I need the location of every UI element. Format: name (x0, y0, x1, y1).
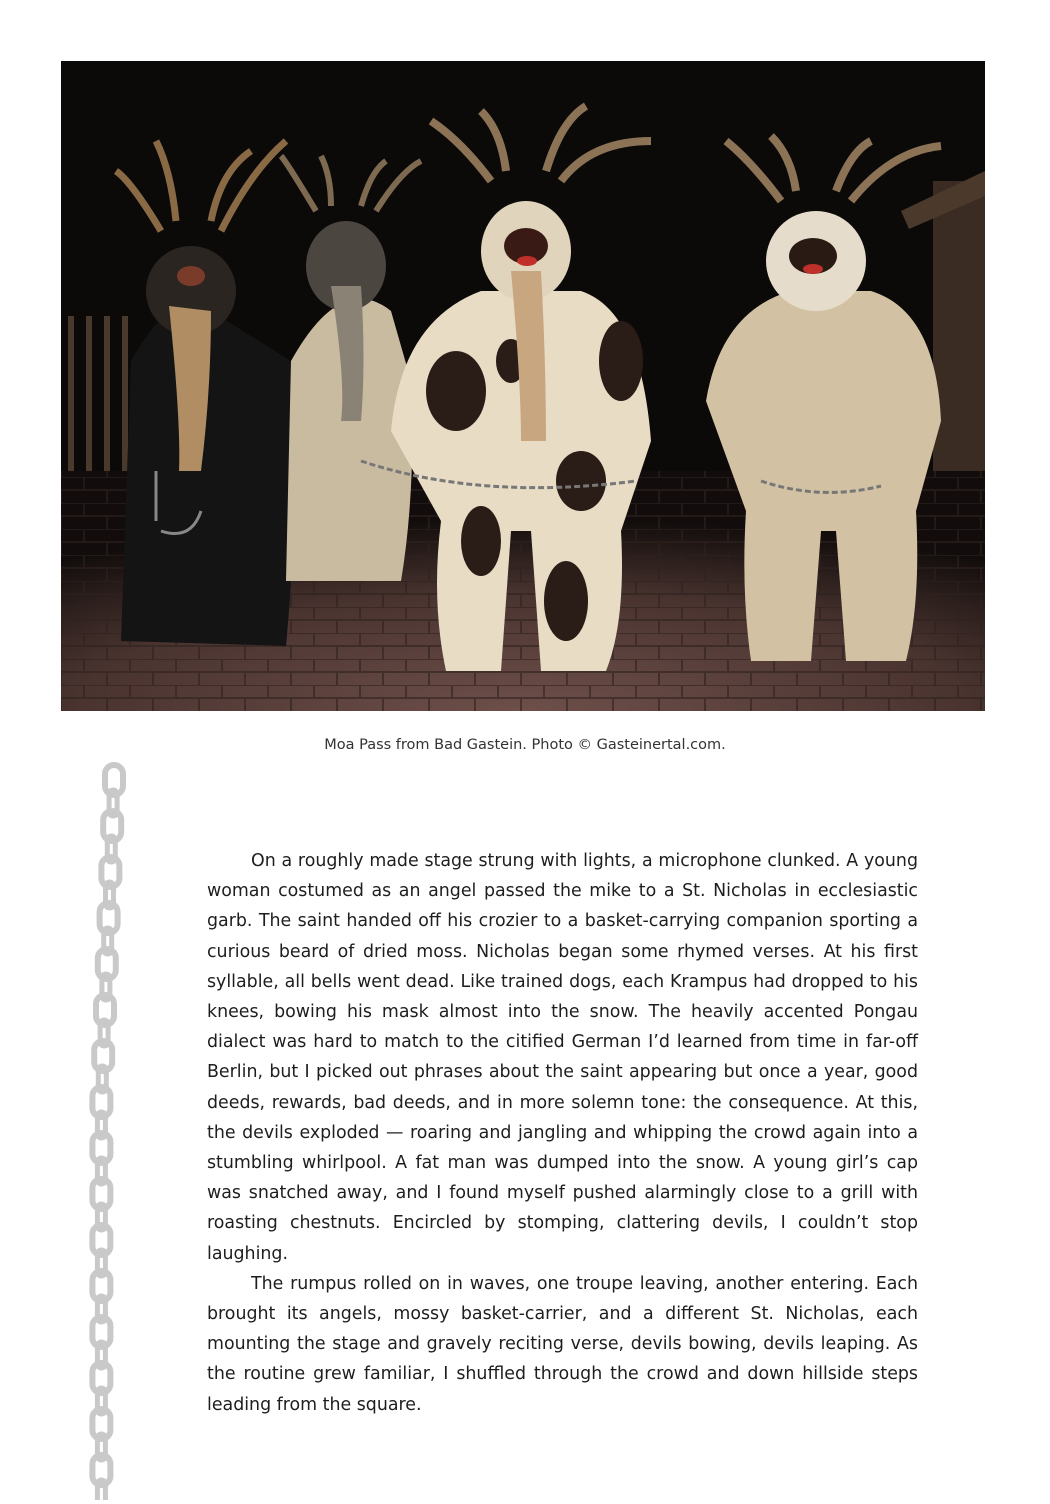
paragraph-2: The rumpus rolled on in waves, one troupe leaving, another entering. Each brought its angels, mossy basket-carrier, and a different St. Nicholas, each mounting the stage and gravely reciting verse, devils bowing, devils leaping. As the routine grew familiar, I shuffled through the crowd and down hillside steps leading from the square. (207, 1273, 918, 1415)
body-text (207, 846, 918, 1420)
photo-caption: Moa Pass from Bad Gastein. Photo © Gasteinertal.com. (324, 737, 726, 753)
krampus-photo (61, 61, 985, 711)
paragraph-1: On a roughly made stage strung with lights, a microphone clunked. A young woman costumed as an angel passed the mike to a St. Nicholas in ecclesiastic garb. The saint handed off his crozier to a basket-carrying companion sporting a curious beard of dried moss. Nicholas began some rhymed verses. At his first syllable, all bells went dead. Like trained dogs, each Krampus had dropped to his knees, bowing his mask almost into the snow. The heavily accented Pongau dialect was hard to match to the citified German I’d learned from time in far-off Berlin, but I picked out phrases about the saint appearing but once a year, good deeds, rewards, bad deeds, and in more solemn tone: the consequence. At this, the devils exploded — roaring and jangling and whipping the crowd again into a stumbling whirlpool. A fat man was dumped into the snow. A young girl’s cap was snatched away, and I found myself pushed alarmingly close to a grill with roasting chestnuts. Encircled by stomping, clattering devils, I couldn’t stop laughing. (207, 851, 918, 1264)
chain-decoration (62, 755, 148, 1500)
